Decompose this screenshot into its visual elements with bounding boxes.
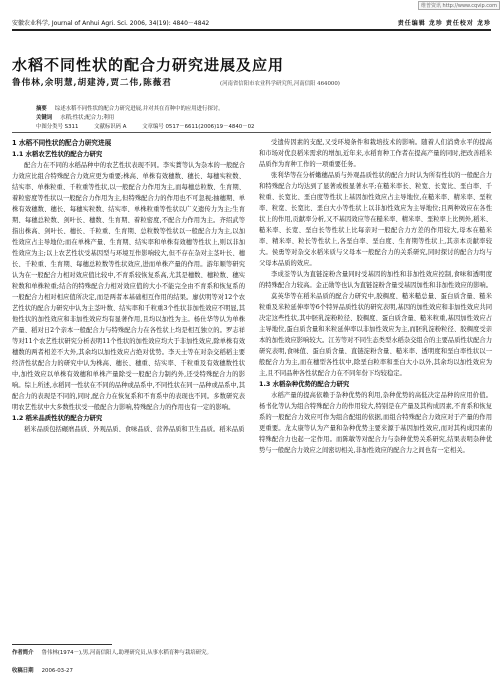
footnote-label: 作者简介 [12, 650, 34, 656]
header-rule [12, 29, 491, 31]
abstract-text: 综述水稻不同性状的配合力研究进展,并对其在育种中的应用进行探讨。 [54, 106, 224, 112]
section-heading: 1 水稻不同性状的配合力研究进展 [12, 139, 112, 147]
journal-citation: 安徽农业科学, Journal of Anhui Agri. Sci. 2006, 34(19): 4840－4842 [12, 20, 210, 27]
affiliation: (河南省信阳市农业科学研究所,河南信阳 464000) [220, 81, 340, 87]
keywords [36, 113, 114, 121]
document-code: 文献标识码 A [94, 124, 127, 130]
meta-rule [12, 132, 491, 133]
watermark: 维普资讯 http://www.cqvip.com [418, 1, 500, 10]
footnote-text: 鲁伟林(1974－),男,河南信阳人,助理研究员,从事水稻育种与栽培研究。 [41, 650, 212, 656]
footnote-author-bio [12, 648, 245, 656]
subsection-heading: 1.1 水稻农艺性状的配合力研究 [12, 150, 103, 158]
abstract-label: 摘要 [36, 106, 47, 112]
right-column [259, 137, 492, 456]
body-paragraph: 水稻产量的提高依赖于杂种优势的利用,杂种优势的高低决定品种的应用价值。杨书化等认为组合特殊配合力的作用较大,特别是在产量及其构成因素,不育系和恢复系的一般配合力效应可作为组合配组的依据,而组合特殊配合力效应对于产量的作用更重要。龙太康等认为产量和杂种优势主要来源于基因加性效应,而对其构成因素的特殊配合力也起一定作用。而陈敏等对配合力与杂种优势关系研究,结果表明杂种优势与一般配合力效应之间密切相关,非加性效应的配合力之间也有一定相关。 [259, 392, 492, 454]
keywords-text: 水稻;性状;配合力;利用 [60, 115, 115, 121]
footnote-label: 收稿日期 [12, 668, 34, 674]
article-title: 水稻不同性状的配合力研究进展及应用 [12, 56, 285, 74]
clc-number: 中图分类号 S311 [36, 124, 79, 130]
editor-credits: 责任编辑 龙珍 责任校对 龙珍 [397, 20, 491, 27]
body-paragraph: 受遗传因素的支配,又受环境条件和栽培技术的影响。随着人们消费水平的提高和市场对优良稻米需求的增加,近年来,水稻育种工作者在提高产量的同时,把改善稻米品质作为育种工作的一项重要任务。 [259, 139, 492, 168]
footnote-text: 2006-03-27 [41, 668, 73, 674]
subsection-heading: 1.3 水稻杂种优势的配合力研究 [259, 380, 350, 388]
left-column [12, 137, 245, 435]
abstract [36, 104, 224, 112]
article-number: 文章编号 0517－6611(2006)19－4840－02 [142, 124, 255, 130]
body-paragraph: 配合力在不同的水稻品种中的农艺性状表现不同。李实蕡等认为杂本的一般配合力效应比组合特殊配合力效应更为重要;株高、单株有效穗数、穗长、每穗实粒数、结实率、单株粒重、千粒重等性状,以一般配合力作用为主,而每穗总粒数、生育期、着粒密度等性状以一般配合力作用为主,但特殊配合力的作用也不可忽视;抽穗期、单株有效穗数、穗长、每穗实粒数、结实率、单株粒重等性状以广义遗传力为主;生育期、每穗总粒数、剑叶长、穗数、生育期、着粒密度,不配合力作用为主。齐绍武等指出株高、剑叶长、穗长、千粒重、生育期、总粒数等性状以一般配合力为主,以加性效应占主导地位;而在单株产量、生育期、结实率和单株有效穗等性状上,则以非加性效应为主;以上农艺性状受基因型与环境互作影响较大,但不存在杂对主茎叶长、穗长、千粒重、生育期、每穗总粒数等性状效应,进而单株产量的作用。游年顺等研究认为在一般配合力相对效应值比较中,不育系较恢复系高,尤其是穗数、穗粒数、穗实粒数和单株粒重;结合的特殊配合力相对效应值的大小不能完全由不育系和恢复系的一般配合力相对相应值所决定,而是两者本基础相互作用的结果。廖伏明等对12个农艺性状的配合力研究中认为主茎叶数、结实率和千粒重3个性状非加性效应不明显,其他性状的加性效应和非加性效应均有显著作用,且均以加性为主。杨仕华等认为单株产量、稻对日2个亲本一般配合力与特殊配合力在各性状上均是相互独立的。罗志祥等对11个农艺性状研究分析表明11个性状的加性效应均大于非加性效应,除单株有效穗数的两者相差不大外,其余均以加性效应占绝对优势。李天土等在对杂交稻稻主要经济性状配合力的研究中认为株高、穗长、穗重、结实率、千粒重及有效穗数性状中,加性效应以单株有效穗和单株产量除受一般配合力制约外,还受特殊配合力的影响。综上所述,水稻同一性状在不同的品种或品系中,不同性状在同一品种或品系中,其配合力的表现是不同的,同时,配合力在恢复系和不育系中的表现也不同。多数研究表明农艺性状中大多数性状受一般配合力影响,特殊配合力的作用也有一定的影响。 [12, 162, 245, 411]
running-head [12, 18, 491, 28]
body-paragraph: 莫英华等在稻米品质的配合力研究中,胶稠度、糙米糙总量、蛋白质含量、糙米粒重及米粒延伸率等6个特异品质性状的研究表明,基因的加性效应和非加性效应共同决定这些性状,其中胚乳淀粉粒径、胶稠度、蛋白质含量、糙米粒重,基因加性效应占主导地位,蛋白质含量和米粒延伸率以非加性效应为主,而胚乳淀粉粒径、胶稠度受亲本的加性效应影响较大。江芳等对不同生态类型水稻杂交组合的主要品质性状配合力研究表明,食味值、蛋白质含量、直链淀粉含量、糙米率、透明度和垩白率性状以一般配合力为主,而在穗型各性状中,除垩白粒率和垩白大小以外,其余均以加性效应为主,且不同品种各性状配合力在不同年份下均较稳定。 [259, 293, 492, 377]
body-paragraph: 张利华等在分析嫩穗品质与外观品质性状的配合力时认为所有性状的一般配合力和特殊配合力均达到了显著或极显著水平;在糙米率长、粒宽、长宽比、垩白率、千粒重、长宽比、垩白度等性状上基因加性效应占主导地位,在糙米率、精米率、垩粒率、粒宽、长宽比、垩白大小等性状上以非加性效应为主导地位;且两种效应在各性状上的作用,贡献率分析,又不基因效应等在糙米率、精米率、垩粒率上比例外,稻米、糙米率、长宽、垩白长等性状上比每亲对一般配合力方差的作用较大,母本在糙米率、精米率、粒长等性状上,各垩白率、垩白度、生育期等性状上,其亲本贡献率较大。侯勇等对杂交水稻米质与父母本一般配合力的关系研究,同时探讨的配合力均与父母本品质的效应。 [259, 172, 492, 267]
author-list: 鲁伟林,余明慧,胡建涛,贾二伟,陈薇君 [12, 78, 172, 88]
article-identifiers [36, 122, 268, 130]
footnote-rule [12, 644, 112, 645]
footnote-received-date [12, 666, 245, 674]
body-paragraph: 稻米品质包括碾磨品质、外观品质、食味品质、营养品质和卫生品质。稻米品质 [24, 426, 245, 433]
keywords-label: 关键词 [36, 115, 53, 121]
subsection-heading: 1.2 稻米品质性状的配合力研究 [12, 414, 103, 422]
body-paragraph: 李成荃等认为直链淀粉含量同时受基因的加性和非加性效应控制,食味和透明度的特殊配合力较高。金正勋等也认为直链淀粉含量受基因加性和非加性效应的影响。 [259, 271, 492, 289]
